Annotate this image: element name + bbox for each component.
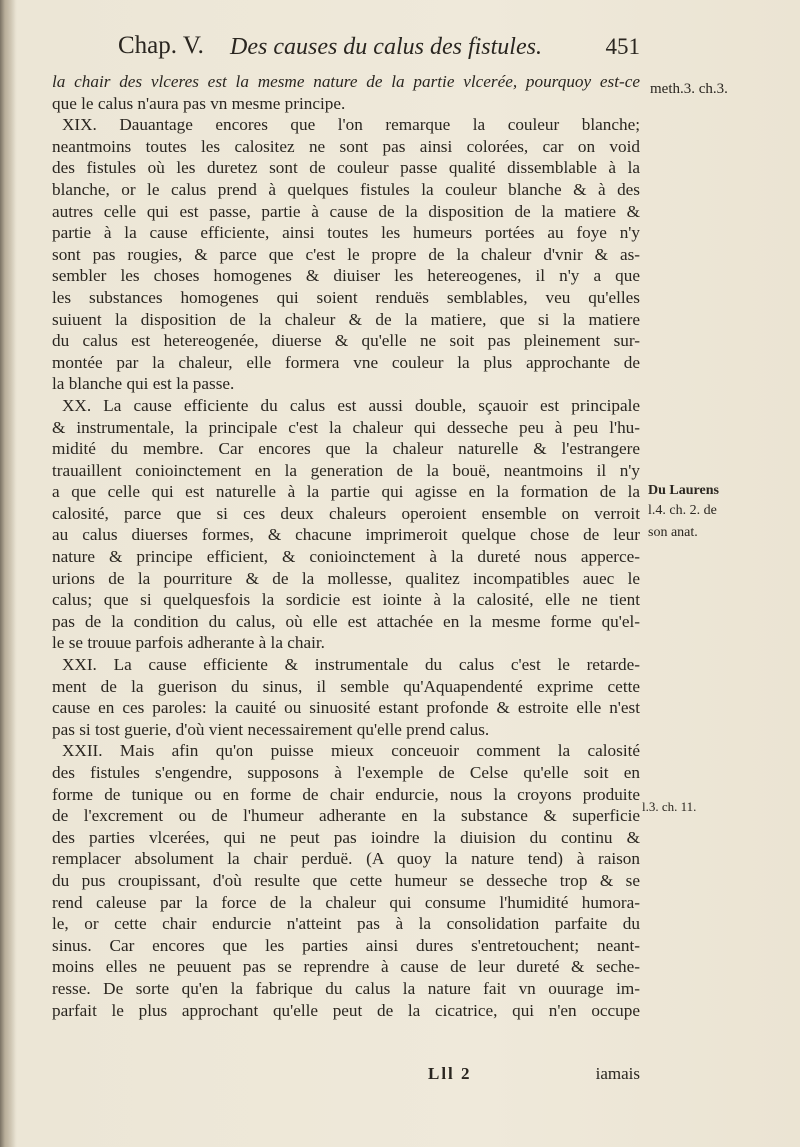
text-line: a que celle qui est naturelle à la partie qui agisse en la formation de la xyxy=(52,482,640,502)
body-text xyxy=(52,71,640,1021)
margin-note-anat: son anat. xyxy=(648,525,698,540)
margin-note-celse: l.3. ch. 11. xyxy=(642,799,697,814)
text-line: neantmoins toutes les calositez ne sont pas ainsi colorées, car on void xyxy=(52,136,640,156)
text-line: suiuent la disposition de la chaleur & de la matiere, que si la matiere xyxy=(52,309,640,329)
text-line: le, or cette chair endurcie n'atteint pas à la consolidation parfaite du xyxy=(52,914,640,934)
text-line: le se trouue parfois adherante à la chair. xyxy=(52,633,325,653)
text-line: les substances homogenes qui soient renduës semblables, veu qu'elles xyxy=(52,287,640,307)
text-line: la blanche qui est la passe. xyxy=(52,374,235,394)
text-line: pas si tost guerie, d'où vient necessairement qu'elle prend calus. xyxy=(52,719,490,739)
text-line: calus; que si quelquesfois la sordicie est iointe à la calosité, elle ne tient xyxy=(52,590,640,610)
text-line: XIX. Dauantage encores que l'on remarque la couleur blanche; xyxy=(62,115,640,135)
text-line: sembler les choses homogenes & diuiser les hetereogenes, il n'y a que xyxy=(52,266,640,286)
text-line: midité du membre. Car encores que la chaleur naturelle & l'estrangere xyxy=(52,439,640,459)
text-line: XXI. La cause efficiente & instrumentale du calus c'est le retarde- xyxy=(62,655,640,675)
text-line: pas de la condition du calus, où elle est attachée en la mesme forme qu'el- xyxy=(52,611,640,631)
binding-gutter-shadow xyxy=(0,0,16,1147)
margin-note-meth: meth.3. ch.3. xyxy=(650,81,728,97)
text-line: du pus croupissant, d'où resulte que cette humeur se desseche trop & se xyxy=(52,870,640,890)
text-line: nature & principe efficient, & conioinctement à la dureté nous apperce- xyxy=(52,547,640,567)
catchline xyxy=(428,1064,640,1088)
text-line: autres celle qui est passe, partie à cause de la disposition de la matiere & xyxy=(52,201,640,221)
text-line: rend caleuse par la force de la chaleur qui consume l'humidité humora- xyxy=(52,892,640,912)
text-line: la chair des vlceres est la mesme nature de la partie vlcerée, pourquoy est-ce xyxy=(52,72,640,91)
text-line: partie à la cause efficiente, ainsi toutes les humeurs portées au foye n'y xyxy=(52,223,640,243)
text-line: des parties vlcerées, qui ne peut pas ioindre la diuision du continu & xyxy=(52,827,640,847)
text-line: du calus est hetereogenée, diuerse & qu'elle ne soit pas pleinement sur- xyxy=(52,331,640,351)
catchword: iamais xyxy=(595,1064,640,1083)
margin-note-du-laurens: Du Laurens xyxy=(648,483,719,498)
text-line: sont pas rougies, & parce que c'est le propre de la chaleur d'vnir & as- xyxy=(52,244,640,264)
text-line: des fistules s'engendre, supposons à l'exemple de Celse qu'elle soit en xyxy=(52,763,640,782)
text-line: cause en ces paroles: la cauité ou sinuosité estant profonde & estroite elle n'est xyxy=(52,698,640,718)
text-line: que le calus n'aura pas vn mesme principe. xyxy=(52,93,346,113)
header-title: Des causes du calus des fistules. xyxy=(230,34,542,60)
page-number: 451 xyxy=(605,34,640,59)
text-line: trauaillent conioinctement en la generation de la bouë, neantmoins il n'y xyxy=(52,460,640,480)
text-line: XX. La cause efficiente du calus est aussi double, sçauoir est principale xyxy=(62,395,640,415)
text-line: au calus diuerses formes, & chacune imprimeroit quelque chose de leur xyxy=(52,525,640,545)
signature-mark: Lll 2 xyxy=(428,1064,472,1083)
text-line: forme de tunique ou en forme de chair endurcie, nous la croyons produite xyxy=(52,784,640,804)
text-line: remplacer absolument la chair perduë. (A quoy la nature tend) à raison xyxy=(52,849,640,869)
text-line: urions de la pourriture & de la mollesse, qualitez incompatibles auec le xyxy=(52,568,640,588)
text-line: de l'excrement ou de l'humeur adherante en la substance & superficie xyxy=(52,806,640,826)
text-line: moins elles ne peuuent pas se reprendre à cause de leur dureté & seche- xyxy=(52,957,640,977)
text-line: des fistules où les duretez sont de couleur passe qualité dissemblable à la xyxy=(52,158,640,178)
text-line: parfait le plus approchant qu'elle peut de la cicatrice, qui n'en occupe xyxy=(52,1000,640,1020)
text-line: resse. De sorte qu'en la fabrique du calus la nature fait vn ouurage im- xyxy=(52,978,640,998)
text-line: sinus. Car encores que les parties ainsi dures s'entretouchent; neant- xyxy=(52,935,640,955)
text-line: XXII. Mais afin qu'on puisse mieux conceuoir comment la calosité xyxy=(62,741,640,761)
text-line: montée par la chaleur, elle formera vne couleur la plus approchante de xyxy=(52,352,640,372)
text-line: & instrumentale, la principale c'est la chaleur qui desseche peu à peu l'hu- xyxy=(52,417,640,437)
header-chapter: Chap. V. xyxy=(118,32,204,59)
running-header xyxy=(118,32,638,66)
text-line: blanche, or le calus prend à quelques fistules la couleur blanche & à des xyxy=(52,179,640,199)
text-line: calosité, parce que si ces deux chaleurs operoient ensemble on verroit xyxy=(52,503,640,523)
margin-note-ref: l.4. ch. 2. de xyxy=(648,503,717,518)
text-line: ment de la guerison du sinus, il semble qu'Aquapendenté exprime cette xyxy=(52,676,640,696)
